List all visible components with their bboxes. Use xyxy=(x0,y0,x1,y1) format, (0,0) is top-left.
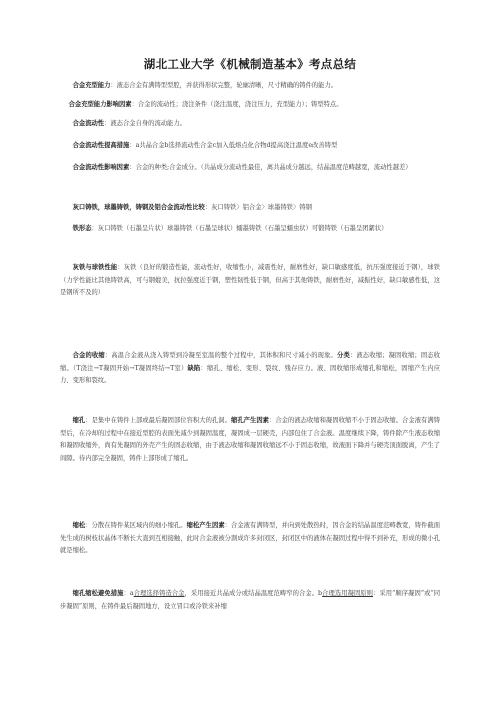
term-text: ：合金液有满铸型，并向到处散热时，因合金的结晶温度范畴教宽，铸件截面先生成的树枝状晶体不断长大直到互相接触，此时合金液被分割成许多封闭区，封闭区中的液体在凝固过程中得不到补充，形成的微小孔就是缩松。 xyxy=(60,522,441,554)
term-text: ：分散在铸件某区域内的细小缩孔。 xyxy=(85,522,187,529)
term-text: ：合金的种类;合金成分。（共晶成分流动性最佳，离共晶成分越远，结晶温度范畴越宽，流动性越差） xyxy=(129,164,412,171)
term-heading: 缩松 xyxy=(72,522,86,529)
term-text: ：灰口铸铁〉铝合金〉球墨铸铁〉铸钢 xyxy=(204,204,312,211)
term-text: ：灰口铸铁（石墨呈片状）球墨铸铁（石墨呈球状）蠕墨铸铁（石墨呈蠕虫状）可锻铸铁（石墨呈团絮状） xyxy=(91,225,388,232)
document-title: 湖北工业大学《机械制造基本》考点总结 xyxy=(143,57,357,71)
term-text: ：液态合金自身的流动能力。 xyxy=(104,120,186,127)
paragraph-shrinkage-cavity xyxy=(60,415,440,465)
term-text: ：采用“顺序凝固”或“同步凝固”原则，在铸件最后凝固地方，设立冒口或冷铁来补缩 xyxy=(60,590,441,610)
term-text: ：液态合金有满铸型型腔，并获得形状完整，轮廓清晰，尺寸精确的铸件的能力。 xyxy=(110,82,338,89)
underlined-term: 合理选用凝固原则 xyxy=(322,590,374,597)
paragraph-fluidity-factors xyxy=(60,162,440,175)
paragraph-graphite-forms xyxy=(60,223,440,236)
paragraph-filling-ability xyxy=(60,80,440,93)
term-heading: 合金充型能力 xyxy=(72,82,111,89)
term-text: ：是集中在铸件上部或最后凝固部位容积大的孔洞。 xyxy=(85,417,231,424)
term-heading: 缩孔缩松避免措施 xyxy=(72,590,124,597)
term-heading: 缩松产生因素 xyxy=(186,522,225,529)
term-text: ：a xyxy=(123,590,134,597)
term-heading: 合金充型能力影响因素 xyxy=(68,101,132,108)
paragraph-shrinkage xyxy=(60,350,440,388)
paragraph-fluidity xyxy=(60,118,440,131)
term-heading: 灰口铸铁，球墨铸铁，铸钢及铝合金流动性比较 xyxy=(72,204,205,211)
term-heading: 铁形态 xyxy=(72,225,92,232)
term-heading: 缩孔 xyxy=(72,417,86,424)
term-text: ：合金的液态收缩和凝固收缩不小于固态收缩。合金液有满铸型后，在冷却的过程中在接近型腔的表面先减少到凝固温度，凝固成一层硬壳，内部包住了合金液。温度继续下降，铸件除产生液态收缩和凝固收缩外，尚有先凝固的外壳产生的固态收缩，由于液态收缩和凝固收缩远不小于固态收缩，故液面下降并与硬壳顶面脱离，产生了间隙。待内部完全凝固，铸件上部形成了缩孔。 xyxy=(60,417,441,462)
term-text: ：灰铁（良好的锻造性能，流动性好，收缩性小，减震性好，耐磨性好，缺口敏感度低，抗压强度接近于钢），球铁（力学性能比其他铸铁高，可与钢媲美，抗拉强度近于钢，塑性韧性低于钢，但高于其他铸铁，耐磨性好，减振性好，缺口敏感性低，这是钢所不及的） xyxy=(60,264,440,296)
term-heading: 缩孔产生因素 xyxy=(230,417,269,424)
paragraph-fluidity-measures xyxy=(60,140,440,153)
term-text: ，采用接近共晶成分或结晶温度范畴窄的合金。b xyxy=(184,590,323,597)
paragraph-iron-properties xyxy=(60,262,440,300)
term-text: ：高温合金液从浇入铸型到冷凝至室温的整个过程中，其体积和尺寸减小的现象。 xyxy=(104,352,337,359)
paragraph-shrinkage-porosity xyxy=(60,520,440,558)
term-heading: 缺陷 xyxy=(187,364,201,372)
term-heading: 合金流动性提高措施 xyxy=(72,142,130,149)
term-text: ：合金的流动性；浇注条件（浇注温度，浇注压力，充型能力）；铸型特点。 xyxy=(131,101,343,108)
underlined-term: 合理选择铸造合金 xyxy=(133,590,185,597)
term-heading: 合金流动性影响因素 xyxy=(72,164,130,171)
term-text: ：缩孔、缩松、变形、裂纹、残存应力。液、固收缩形成缩孔和缩松，固缩产生内应力、变形和裂纹。 xyxy=(60,364,441,384)
term-heading: 合金流动性 xyxy=(72,120,105,127)
term-heading: 分类 xyxy=(337,352,350,359)
term-heading: 灰铁与球铁性能 xyxy=(72,264,118,271)
paragraph-filling-factors xyxy=(56,99,446,112)
term-text: ：液态收缩；凝固收缩；固态收缩。（T浇注→T凝固开始→T凝固终结→T室） xyxy=(60,352,441,372)
paragraph-fluidity-comparison xyxy=(60,202,440,215)
paragraph-prevention-measures xyxy=(60,588,440,613)
term-text: ：a共晶合金b选择流动性合金c加入低熔点化合物d提高浇注温度e改善铸型 xyxy=(129,142,338,149)
term-heading: 合金的收缩 xyxy=(72,352,105,359)
